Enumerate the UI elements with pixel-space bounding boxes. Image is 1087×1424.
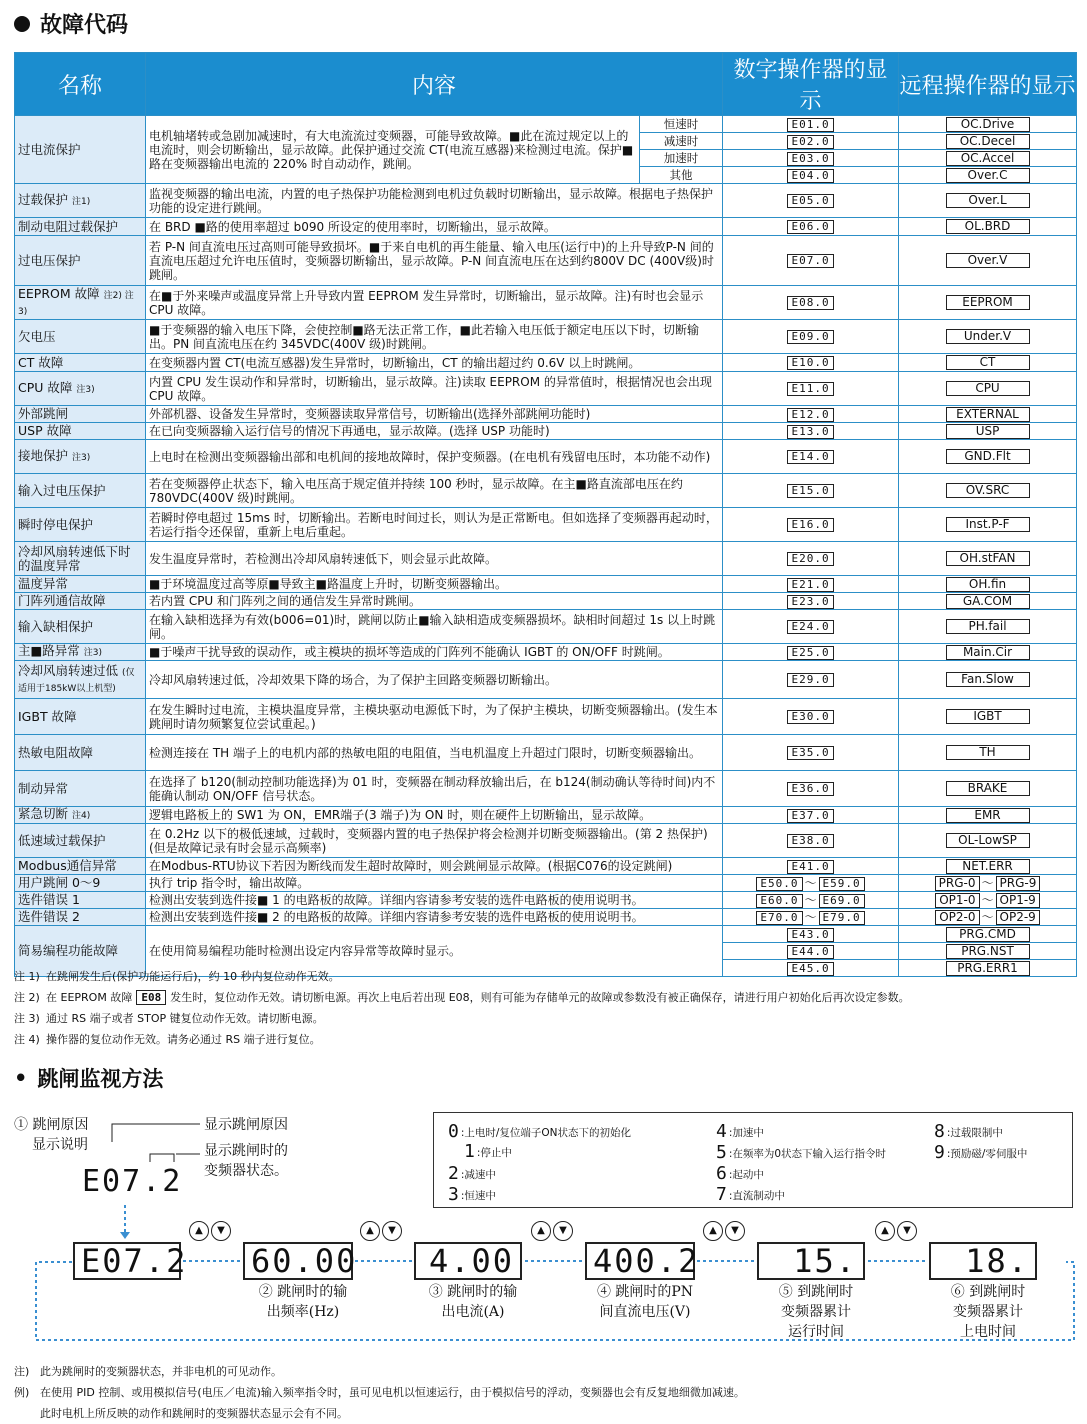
remote-code: OP1-9 bbox=[996, 893, 1040, 908]
digital-code: E38.0 bbox=[787, 834, 833, 848]
fault-name: 温度异常 bbox=[15, 576, 146, 593]
legend-item: 3 :恒速中 bbox=[448, 1184, 496, 1205]
digital-code: E23.0 bbox=[787, 595, 833, 609]
section-title-trip-monitor: • 跳闸监视方法 bbox=[14, 1066, 164, 1091]
fault-content: 在 0.2Hz 以下的极低速域，过载时，变频器内置的电子热保护将会检测并切断变频器输出。(第 2 热保护)(但是故障记录有时会显示高频率) bbox=[146, 824, 723, 858]
sub-condition: 加速时 bbox=[640, 150, 723, 167]
scroll-keys bbox=[531, 1221, 573, 1241]
fault-content: 在选择了 b120(制动控制功能选择)为 01 时，变频器在制动释放输出后，在 b124(制动确认等待时间)内不能确认制动 ON/OFF 信号状态。 bbox=[146, 771, 723, 807]
legend-item: 8 :过载限制中 bbox=[934, 1121, 1003, 1142]
fault-content: 在■于外来噪声或温度异常上升导致内置 EEPROM 发生异常时，切断输出，显示故障。注)有时也会显示 CPU 故障。 bbox=[146, 286, 723, 320]
fault-content: 在 BRD ■路的使用率超过 b090 所设定的使用率时，切断输出，显示故障。 bbox=[146, 218, 723, 236]
footnote-item: 注) 此为跳闸时的变频器状态，并非电机的可见动作。 bbox=[14, 1365, 282, 1378]
fault-name: EEPROM 故障 注2) 注3) bbox=[15, 286, 146, 320]
remote-code: EXTERNAL bbox=[946, 407, 1030, 422]
sub-condition: 其他 bbox=[640, 167, 723, 184]
fault-name: CPU 故障 注3) bbox=[15, 372, 146, 406]
up-arrow-icon[interactable]: ▲ bbox=[531, 1221, 551, 1241]
digital-code: E35.0 bbox=[787, 746, 833, 760]
digital-code: E14.0 bbox=[787, 450, 833, 464]
display-caption: ② 跳闸时的输 出频率(Hz) bbox=[258, 1284, 348, 1320]
fault-content: 内置 CPU 发生误动作和异常时，切断输出，显示故障。注)读取 EEPROM 的异常值时，根据情况也会出现 CPU 故障。 bbox=[146, 372, 723, 406]
fault-note: 注1) bbox=[72, 196, 91, 207]
up-arrow-icon[interactable]: ▲ bbox=[875, 1221, 895, 1241]
display-caption: ④ 跳闸时的PN 间直流电压(V) bbox=[596, 1284, 694, 1320]
fault-name: 热敏电阻故障 bbox=[15, 735, 146, 771]
digital-code: E60.0 bbox=[756, 894, 802, 908]
monitor-display: 400.2 bbox=[585, 1242, 695, 1280]
digital-code: E70.0 bbox=[756, 911, 802, 925]
digital-code: E24.0 bbox=[787, 620, 833, 634]
fault-content: 检测出安装到选件接■ 2 的电路板的故障。详细内容请参考安装的选件电路板的使用说明书。 bbox=[146, 909, 723, 926]
fault-name: 简易编程功能故障 bbox=[15, 926, 146, 977]
header-content: 内容 bbox=[146, 53, 723, 116]
remote-code: TH bbox=[946, 745, 1030, 760]
digital-code: E79.0 bbox=[819, 911, 865, 925]
down-arrow-icon[interactable]: ▼ bbox=[897, 1221, 917, 1241]
up-arrow-icon[interactable]: ▲ bbox=[189, 1221, 209, 1241]
digital-code: E43.0 bbox=[787, 928, 833, 942]
remote-code: Under.V bbox=[946, 329, 1030, 344]
fault-content: 在Modbus-RTU协议下若因为断线而发生超时故障时，则会跳闸显示故障。(根据C076的设定跳闸) bbox=[146, 858, 723, 875]
fault-name: 冷却风扇转速过低 (仅适用于185kW以上机型) bbox=[15, 661, 146, 699]
footnote-item: 例) 在使用 PID 控制、或用模拟信号(电压／电流)输入频率指令时，虽可见电机以恒速运行，由于模拟信号的浮动，变频器也会有反复地细微加减速。 bbox=[14, 1386, 745, 1399]
remote-code: PRG-0 bbox=[935, 876, 980, 891]
monitor-display: E07.2 bbox=[73, 1242, 181, 1280]
fault-name: IGBT 故障 bbox=[15, 699, 146, 735]
note-item: 注 3) 通过 RS 端子或者 STOP 键复位动作无效。请切断电源。 bbox=[14, 1012, 324, 1025]
digital-code: E37.0 bbox=[787, 809, 833, 823]
display-caption: ⑥ 到跳闸时 变频器累计 上电时间 bbox=[950, 1284, 1026, 1340]
remote-code: IGBT bbox=[946, 709, 1030, 724]
display-caption: ③ 跳闸时的输 出电流(A) bbox=[428, 1284, 518, 1320]
fault-name: 选件错误 2 bbox=[15, 909, 146, 926]
legend-item: 2 :减速中 bbox=[448, 1163, 496, 1184]
fault-name: Modbus通信异常 bbox=[15, 858, 146, 875]
fault-content: 在输入缺相选择为有效(b006=01)时，跳闸以防止■输入缺相造成变频器损坏。缺相时间超过 1s 以上时跳闸。 bbox=[146, 610, 723, 644]
fault-content: 若 P-N 间直流电压过高则可能导致损坏。■于来自电机的再生能量、输入电压(运行中)的上升导致P-N 间的直流电压超过允许电压值时，变频器切断输出，显示故障。P-N 间直流电压在达到约800V DC (400V级)时跳闸。 bbox=[146, 236, 723, 286]
remote-code: OH.fin bbox=[946, 577, 1030, 592]
remote-code: Over.L bbox=[946, 193, 1030, 208]
fault-content: 执行 trip 指令时，输出故障。 bbox=[146, 875, 723, 892]
section-title-fault-codes: 故障代码 bbox=[14, 8, 128, 39]
fault-content: ■于变频器的输入电压下降，会使控制■路无法正常工作，■此若输入电压低于额定电压以下时，切断输出。PN 间直流电压在约 345VDC(400V 级)时跳闸。 bbox=[146, 320, 723, 354]
remote-code: PRG.CMD bbox=[946, 927, 1030, 942]
fault-name: 主■路异常 注3) bbox=[15, 644, 146, 661]
scroll-keys bbox=[189, 1221, 231, 1241]
fault-content: 上电时在检测出变频器输出部和电机间的接地故障时，保护变频器。(在电机有残留电压时，本功能不动作) bbox=[146, 440, 723, 474]
fault-name: 冷却风扇转速低下时的温度异常 bbox=[15, 542, 146, 576]
remote-code: USP bbox=[946, 424, 1030, 439]
cause-label-1: ① 跳闸原因 bbox=[14, 1117, 89, 1133]
remote-code: OP1-0 bbox=[935, 893, 979, 908]
remote-code: PRG.NST bbox=[946, 944, 1030, 959]
digital-code: E09.0 bbox=[787, 330, 833, 344]
fault-note: 注3) bbox=[83, 648, 103, 658]
legend-item: 0 :上电时/复位端子ON状态下的初始化 bbox=[448, 1121, 632, 1142]
fault-content: 在变频器内置 CT(电流互感器)发生异常时，切断输出，CT 的输出超过约 0.6V 以上时跳闸。 bbox=[146, 354, 723, 372]
up-arrow-icon[interactable]: ▲ bbox=[360, 1221, 380, 1241]
fault-name: 接地保护 注3) bbox=[15, 440, 146, 474]
header-remote: 远程操作器的显示 bbox=[899, 53, 1077, 116]
sub-condition: 恒速时 bbox=[640, 116, 723, 133]
digital-code: E12.0 bbox=[787, 408, 833, 422]
digital-code: E36.0 bbox=[787, 782, 833, 796]
fault-content: 若在变频器停止状态下，输入电压高于规定值并持续 100 秒时，显示故障。在主■路直流部电压在约 780VDC(400V 级)时跳闸。 bbox=[146, 474, 723, 508]
fault-name: 过电流保护 bbox=[15, 116, 146, 184]
fault-name: 输入缺相保护 bbox=[15, 610, 146, 644]
down-arrow-icon[interactable]: ▼ bbox=[211, 1221, 231, 1241]
digital-code: E45.0 bbox=[787, 962, 833, 976]
remote-code: Over.V bbox=[946, 253, 1030, 268]
monitor-display: 15. bbox=[757, 1242, 865, 1280]
fault-note: 注4) bbox=[72, 811, 91, 821]
remote-code: OL-LowSP bbox=[946, 833, 1030, 848]
digital-code: E21.0 bbox=[787, 578, 833, 592]
fault-content: ■于环境温度过高等原■导致主■路温度上升时，切断变频器输出。 bbox=[146, 576, 723, 593]
digital-code: E44.0 bbox=[787, 945, 833, 959]
fault-name: 门阵列通信故障 bbox=[15, 593, 146, 610]
remote-code: Inst.P-F bbox=[946, 517, 1030, 532]
down-arrow-icon[interactable]: ▼ bbox=[725, 1221, 745, 1241]
fault-content: 若内置 CPU 和门阵列之间的通信发生异常时跳闸。 bbox=[146, 593, 723, 610]
remote-code: PRG-9 bbox=[996, 876, 1041, 891]
digital-code: E25.0 bbox=[787, 646, 833, 660]
remote-code: OH.stFAN bbox=[946, 551, 1030, 566]
fault-note: (仅适用于185kW以上机型) bbox=[18, 667, 135, 694]
digital-code: E05.0 bbox=[787, 194, 833, 208]
digital-code: E03.0 bbox=[787, 152, 833, 166]
fault-content: 冷却风扇转速过低，冷却效果下降的场合，为了保护主回路变频器切断输出。 bbox=[146, 661, 723, 699]
display-caption: ⑤ 到跳闸时 变频器累计 运行时间 bbox=[778, 1284, 854, 1340]
fault-name: USP 故障 bbox=[15, 423, 146, 440]
digital-code: E69.0 bbox=[819, 894, 865, 908]
remote-code: EMR bbox=[946, 808, 1030, 823]
remote-code: EEPROM bbox=[946, 295, 1030, 310]
remote-code: Main.Cir bbox=[946, 645, 1030, 660]
remote-code: CPU bbox=[946, 381, 1030, 396]
legend-item: 5 :在频率为0状态下输入运行指令时 bbox=[716, 1142, 887, 1163]
digital-code: E11.0 bbox=[787, 382, 833, 396]
digital-code: E13.0 bbox=[787, 425, 833, 439]
inline-code: E08 bbox=[136, 990, 166, 1005]
fault-note: 注2) 注3) bbox=[18, 290, 134, 317]
down-arrow-icon[interactable]: ▼ bbox=[553, 1221, 573, 1241]
fault-name: 用户跳闸 0～9 bbox=[15, 875, 146, 892]
down-arrow-icon[interactable]: ▼ bbox=[382, 1221, 402, 1241]
fault-content: 电机轴堵转或急剧加减速时，有大电流流过变频器，可能导致故障。■此在流过规定以上的电流时，则会切断输出，显示故障。此保护通过交流 CT(电流互感器)来检测过电流。保护■路在变频器输出电流的 220% 时自动动作，跳闸。 bbox=[146, 116, 640, 184]
fault-content: 在使用简易编程功能时检测出设定内容异常等故障时显示。 bbox=[146, 926, 723, 977]
cause-label-2: 显示说明 bbox=[32, 1137, 88, 1153]
remote-code: Over.C bbox=[946, 168, 1030, 183]
remote-code: CT bbox=[946, 355, 1030, 370]
digital-code: E15.0 bbox=[787, 484, 833, 498]
fault-name: 外部跳闸 bbox=[15, 406, 146, 423]
table-row: 用户跳闸 0～9 执行 trip 指令时，输出故障。 E50.0 ～ E59.0 PRG-0 ～ PRG-9 bbox=[15, 875, 1077, 892]
fault-note: 注3) bbox=[76, 384, 95, 395]
remote-code: BRAKE bbox=[946, 781, 1030, 796]
legend-item: 6 :起动中 bbox=[716, 1163, 764, 1184]
digital-code: E02.0 bbox=[787, 135, 833, 149]
fault-name: 欠电压 bbox=[15, 320, 146, 354]
digital-code: E16.0 bbox=[787, 518, 833, 532]
remote-code: OV.SRC bbox=[946, 483, 1030, 498]
fault-content: 检测出安装到选件接■ 1 的电路板的故障。详细内容请参考安装的选件电路板的使用说明书。 bbox=[146, 892, 723, 909]
remote-code: PRG.ERR1 bbox=[946, 961, 1030, 976]
digital-code: E50.0 bbox=[756, 877, 802, 891]
remote-code: Fan.Slow bbox=[946, 672, 1030, 687]
header-digital: 数字操作器的显示 bbox=[723, 53, 899, 116]
show-cause-label: 显示跳闸原因 bbox=[204, 1117, 288, 1133]
show-state-label-1: 显示跳闸时的 bbox=[204, 1143, 288, 1159]
fault-content: 监视变频器的输出电流，内置的电子热保护功能检测到电机过负载时切断输出，显示故障。根据电子热保护功能的设定进行跳闸。 bbox=[146, 184, 723, 218]
table-row: 选件错误 1 检测出安装到选件接■ 1 的电路板的故障。详细内容请参考安装的选件电路板的使用说明书。 E60.0 ～ E69.0 OP1-0 ～ OP1-9 bbox=[15, 892, 1077, 909]
digital-code: E04.0 bbox=[787, 169, 833, 183]
fault-name: 瞬时停电保护 bbox=[15, 508, 146, 542]
up-arrow-icon[interactable]: ▲ bbox=[703, 1221, 723, 1241]
remote-code: NET.ERR bbox=[946, 859, 1030, 874]
remote-code: OP2-0 bbox=[935, 910, 979, 925]
remote-code: GND.Flt bbox=[946, 449, 1030, 464]
fault-content: 在已向变频器输入运行信号的情况下再通电，显示故障。(选择 USP 功能时) bbox=[146, 423, 723, 440]
remote-code: OL.BRD bbox=[946, 219, 1030, 234]
digital-code: E01.0 bbox=[787, 118, 833, 132]
scroll-keys bbox=[360, 1221, 402, 1241]
digital-code: E08.0 bbox=[787, 296, 833, 310]
fault-name: CT 故障 bbox=[15, 354, 146, 372]
fault-content: 若瞬时停电超过 15ms 时，切断输出。若断电时间过长，则认为是正常断电。但如选择了变频器再起动时，若运行指令还保留，重新上电后重起。 bbox=[146, 508, 723, 542]
digital-code: E10.0 bbox=[787, 356, 833, 370]
legend-item: 7 :直流制动中 bbox=[716, 1184, 785, 1205]
fault-content: 发生温度异常时，若检测出冷却风扇转速低下，则会显示此故障。 bbox=[146, 542, 723, 576]
sample-display: E07.2 bbox=[76, 1162, 176, 1202]
fault-name: 制动异常 bbox=[15, 771, 146, 807]
remote-code: OC.Decel bbox=[946, 134, 1030, 149]
fault-name: 低速域过载保护 bbox=[15, 824, 146, 858]
remote-code: PH.fail bbox=[946, 619, 1030, 634]
footnote-item: 此时电机上所反映的动作和跳闸时的变频器状态显示会有不同。 bbox=[40, 1407, 348, 1420]
digital-code: E07.0 bbox=[787, 254, 833, 268]
legend-item: 1 :停止中 bbox=[464, 1141, 512, 1162]
legend-item: 9 :预励磁/零伺服中 bbox=[934, 1142, 1028, 1163]
legend-item: 4 :加速中 bbox=[716, 1121, 764, 1142]
remote-code: OC.Drive bbox=[946, 117, 1030, 132]
remote-code: GA.COM bbox=[946, 594, 1030, 609]
note-item: 注 1) 在跳闸发生后(保护功能运行后)，约 10 秒内复位动作无效。 bbox=[14, 970, 340, 983]
remote-code: OP2-9 bbox=[996, 910, 1040, 925]
monitor-display: 60.00 bbox=[243, 1242, 353, 1280]
fault-name: 过电压保护 bbox=[15, 236, 146, 286]
fault-content: 在发生瞬时过电流，主模块温度异常，主模块驱动电源低下时，为了保护主模块，切断变频器输出。(发生本跳闸时请勿频繁复位尝试重起。) bbox=[146, 699, 723, 735]
fault-content: 外部机器、设备发生异常时，变频器读取异常信号，切断输出(选择外部跳闸功能时) bbox=[146, 406, 723, 423]
monitor-display: 4.00 bbox=[414, 1242, 522, 1280]
fault-name: 选件错误 1 bbox=[15, 892, 146, 909]
digital-code: E20.0 bbox=[787, 552, 833, 566]
sub-condition: 减速时 bbox=[640, 133, 723, 150]
header-name: 名称 bbox=[15, 53, 146, 116]
digital-code: E59.0 bbox=[819, 877, 865, 891]
fault-name: 制动电阻过载保护 bbox=[15, 218, 146, 236]
fault-content: ■于噪声干扰导致的误动作，或主模块的损坏等造成的门阵列不能确认 IGBT 的 ON/OFF 时跳闸。 bbox=[146, 644, 723, 661]
digital-code: E06.0 bbox=[787, 220, 833, 234]
digital-code: E30.0 bbox=[787, 710, 833, 724]
note-item: 注 2) 在 EEPROM 故障 E08 发生时，复位动作无效。请切断电源。再次上电后若出现 E08，则有可能为存储单元的故障或参数没有被正确保存，请进行用户初始化后再次设定参数。 bbox=[14, 991, 910, 1004]
fault-name: 紧急切断 注4) bbox=[15, 807, 146, 824]
note-item: 注 4) 操作器的复位动作无效。请务必通过 RS 端子进行复位。 bbox=[14, 1033, 321, 1046]
fault-name: 过载保护 注1) bbox=[15, 184, 146, 218]
fault-content: 逻辑电路板上的 SW1 为 ON，EMR端子(3 端子)为 ON 时，则在硬件上切断输出，显示故障。 bbox=[146, 807, 723, 824]
remote-code: OC.Accel bbox=[946, 151, 1030, 166]
scroll-keys bbox=[875, 1221, 917, 1241]
fault-note: 注3) bbox=[72, 452, 91, 463]
digital-code: E29.0 bbox=[787, 673, 833, 687]
digital-code: E41.0 bbox=[787, 860, 833, 874]
monitor-display: 18. bbox=[929, 1242, 1037, 1280]
show-state-label-2: 变频器状态。 bbox=[204, 1163, 288, 1179]
table-row: 选件错误 2 检测出安装到选件接■ 2 的电路板的故障。详细内容请参考安装的选件电路板的使用说明书。 E70.0 ～ E79.0 OP2-0 ～ OP2-9 bbox=[15, 909, 1077, 926]
fault-content: 检测连接在 TH 端子上的电机内部的热敏电阻的电阻值，当电机温度上升超过门限时，切断变频器输出。 bbox=[146, 735, 723, 771]
state-legend bbox=[433, 1112, 1073, 1208]
fault-name: 输入过电压保护 bbox=[15, 474, 146, 508]
footnotes bbox=[14, 1361, 745, 1424]
scroll-keys bbox=[703, 1221, 745, 1241]
